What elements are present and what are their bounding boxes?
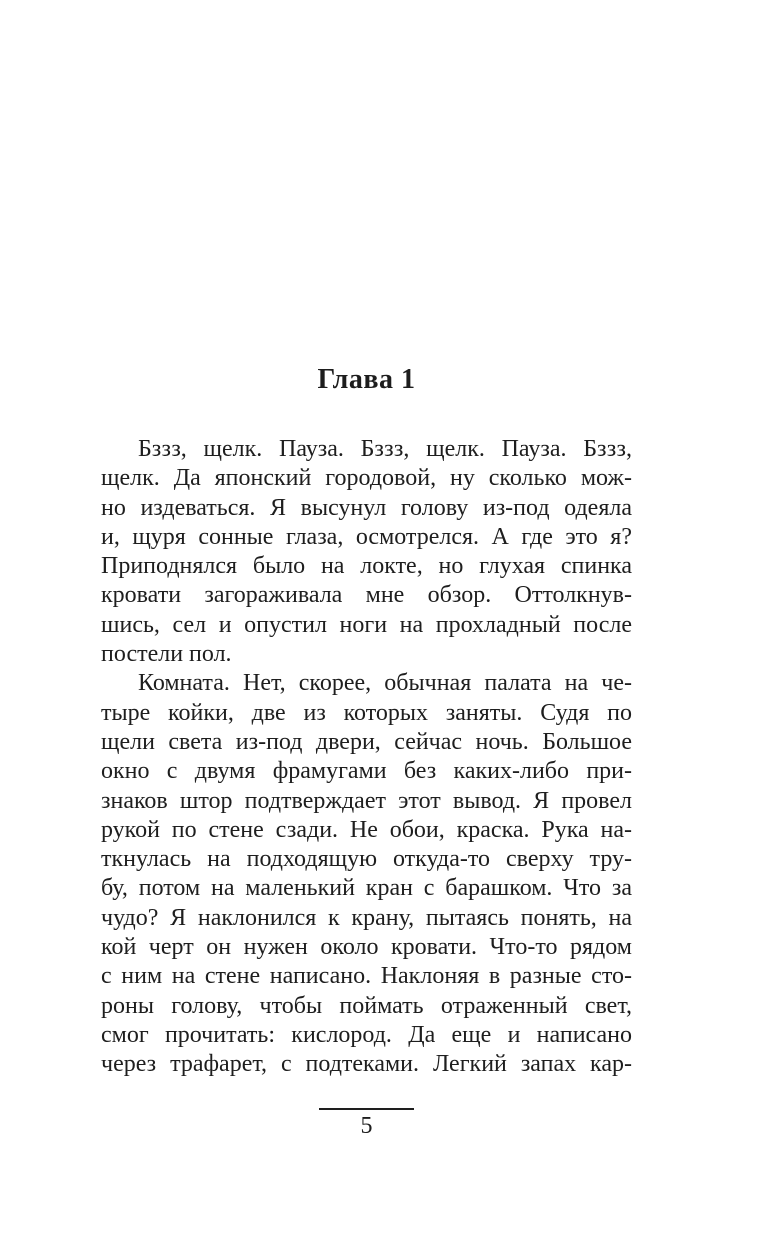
text-line: кровати загораживала мне обзор. Оттолкнув-: [101, 582, 632, 609]
text-line: знаков штор подтверждает этот вывод. Я провел: [101, 787, 632, 814]
text-line: но издеваться. Я высунул голову из-под одеяла: [101, 494, 632, 521]
page-number: 5: [360, 1113, 373, 1139]
text-line: бу, потом на маленький кран с барашком. Что за: [101, 875, 632, 902]
text-line: Бззз, щелк. Пауза. Бззз, щелк. Пауза. Бззз,: [138, 436, 632, 462]
text-line: шись, сел и опустил ноги на прохладный после: [101, 611, 632, 638]
text-line: тыре койки, две из которых заняты. Судя по: [101, 699, 632, 726]
text-line: щелк. Да японский городовой, ну сколько мож-: [101, 465, 632, 492]
text-line: через трафарет, с подтеками. Легкий запах кар-: [101, 1051, 632, 1078]
text-line: рукой по стене сзади. Не обои, краска. Рука на-: [101, 816, 632, 843]
text-line: с ним на стене написано. Наклоняя в разные сто-: [101, 963, 632, 990]
page-text: [101, 435, 632, 1080]
footer-divider: [319, 1108, 414, 1110]
text-line: роны голову, чтобы поймать отраженный свет,: [101, 992, 632, 1019]
text-line: ткнулась на подходящую откуда-то сверху тру-: [101, 846, 632, 873]
text-line: Приподнялся было на локте, но глухая спинка: [101, 553, 632, 580]
page-footer: [101, 1108, 632, 1140]
chapter-heading: Глава 1: [317, 364, 416, 395]
text-line: щели света из-под двери, сейчас ночь. Большое: [101, 728, 632, 755]
text-line: смог прочитать: кислород. Да еще и написано: [101, 1021, 632, 1048]
text-line: постели пол.: [101, 641, 232, 668]
text-line: кой черт он нужен около кровати. Что-то рядом: [101, 934, 632, 961]
text-line: Комната. Нет, скорее, обычная палата на че-: [138, 670, 632, 697]
text-line: и, щуря сонные глаза, осмотрелся. А где это я?: [101, 523, 632, 550]
text-line: чудо? Я наклонился к крану, пытаясь понять, на: [101, 904, 632, 931]
text-line: окно с двумя фрамугами без каких-либо при-: [101, 758, 632, 785]
